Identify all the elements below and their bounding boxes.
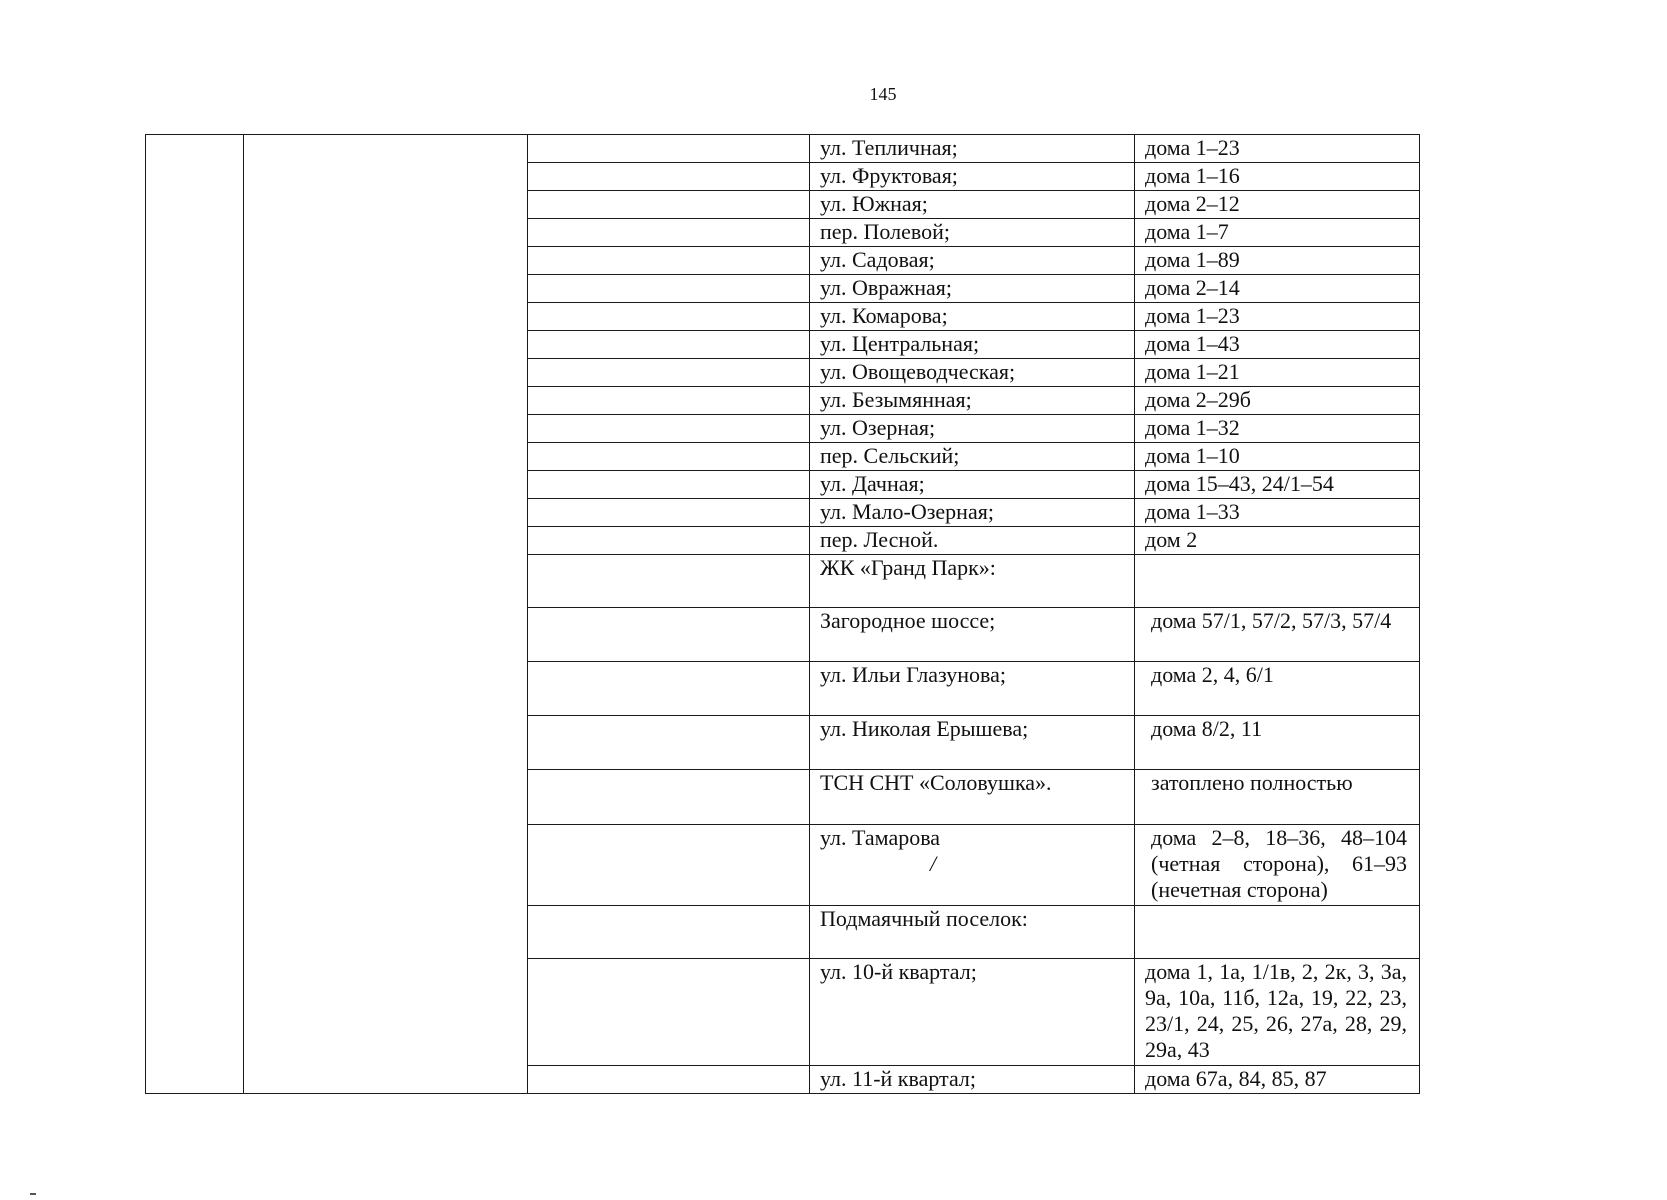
houses-cell: дома 1–10 (1135, 443, 1420, 471)
houses-cell (1135, 555, 1420, 608)
blank-cell (528, 247, 810, 275)
street-cell: ул. Овощеводческая; (810, 359, 1135, 387)
street-cell: ул. 10-й квартал; (810, 959, 1135, 1066)
street-cell: ул. Тепличная; (810, 135, 1135, 163)
houses-cell: дома 57/1, 57/2, 57/3, 57/4 (1135, 608, 1420, 662)
street-cell: ТСН СНТ «Соловушка». (810, 770, 1135, 825)
houses-cell: дома 2–8, 18–36, 48–104 (четная сторона), 61–93 (нечетная сторона) (1135, 825, 1420, 906)
blank-cell (528, 770, 810, 825)
blank-cell (528, 716, 810, 770)
street-cell: ул. Южная; (810, 191, 1135, 219)
houses-cell: дома 1–23 (1135, 135, 1420, 163)
street-cell: ул. Дачная; (810, 471, 1135, 499)
houses-cell (1135, 906, 1420, 959)
houses-cell: дома 67а, 84, 85, 87 (1135, 1066, 1420, 1094)
blank-cell (528, 555, 810, 608)
street-cell: пер. Сельский; (810, 443, 1135, 471)
blank-cell (528, 275, 810, 303)
blank-cell (528, 471, 810, 499)
street-cell: ул. Центральная; (810, 331, 1135, 359)
street-cell: ул. Садовая; (810, 247, 1135, 275)
houses-cell: дома 1–43 (1135, 331, 1420, 359)
houses-cell: дома 2–12 (1135, 191, 1420, 219)
blank-cell (528, 662, 810, 716)
blank-cell (528, 135, 810, 163)
district-column-cell (244, 135, 528, 1094)
street-cell: пер. Лесной. (810, 527, 1135, 555)
table-row (146, 135, 1420, 163)
houses-cell: дома 8/2, 11 (1135, 716, 1420, 770)
handwritten-slash-mark: / (930, 851, 937, 876)
houses-cell: дома 1–7 (1135, 219, 1420, 247)
houses-cell: дома 1, 1а, 1/1в, 2, 2к, 3, 3а, 9а, 10а, 11б, 12а, 19, 22, 23, 23/1, 24, 25, 26, 27а, 28, 29, 29а, 43 (1135, 959, 1420, 1066)
section-heading-podmayachny: Подмаячный поселок: (810, 906, 1135, 959)
address-table (145, 134, 1420, 1094)
blank-cell (528, 608, 810, 662)
street-cell: ул. Безымянная; (810, 387, 1135, 415)
houses-cell: дома 15–43, 24/1–54 (1135, 471, 1420, 499)
houses-cell: дома 1–21 (1135, 359, 1420, 387)
blank-cell (528, 219, 810, 247)
street-name: ул. Тамарова (820, 825, 941, 850)
blank-cell (528, 499, 810, 527)
houses-cell: дома 2–14 (1135, 275, 1420, 303)
street-cell: ул. Ильи Глазунова; (810, 662, 1135, 716)
blank-cell (528, 906, 810, 959)
scan-edge-mark (30, 1193, 36, 1195)
blank-cell (528, 443, 810, 471)
houses-cell: дома 1–23 (1135, 303, 1420, 331)
street-cell: ул. Овражная; (810, 275, 1135, 303)
blank-cell (528, 527, 810, 555)
number-column-cell (146, 135, 244, 1094)
houses-cell: дома 2, 4, 6/1 (1135, 662, 1420, 716)
street-cell: ул. Мало-Озерная; (810, 499, 1135, 527)
blank-cell (528, 1066, 810, 1094)
street-cell: Загородное шоссе; (810, 608, 1135, 662)
houses-cell: дома 2–29б (1135, 387, 1420, 415)
street-cell: ул. Комарова; (810, 303, 1135, 331)
section-heading-grand-park: ЖК «Гранд Парк»: (810, 555, 1135, 608)
blank-cell (528, 191, 810, 219)
blank-cell (528, 415, 810, 443)
blank-cell (528, 959, 810, 1066)
houses-cell: дома 1–89 (1135, 247, 1420, 275)
blank-cell (528, 359, 810, 387)
street-cell: ул. 11-й квартал; (810, 1066, 1135, 1094)
houses-cell: дома 1–33 (1135, 499, 1420, 527)
blank-cell (528, 163, 810, 191)
houses-cell: дома 1–32 (1135, 415, 1420, 443)
houses-cell: дом 2 (1135, 527, 1420, 555)
blank-cell (528, 387, 810, 415)
street-cell (810, 825, 1135, 906)
houses-cell: дома 1–16 (1135, 163, 1420, 191)
blank-cell (528, 825, 810, 906)
houses-cell: затоплено полностью (1135, 770, 1420, 825)
blank-cell (528, 331, 810, 359)
blank-cell (528, 303, 810, 331)
street-cell: ул. Николая Ерышева; (810, 716, 1135, 770)
street-cell: ул. Фруктовая; (810, 163, 1135, 191)
street-cell: ул. Озерная; (810, 415, 1135, 443)
page-number: 145 (869, 84, 897, 104)
street-cell: пер. Полевой; (810, 219, 1135, 247)
